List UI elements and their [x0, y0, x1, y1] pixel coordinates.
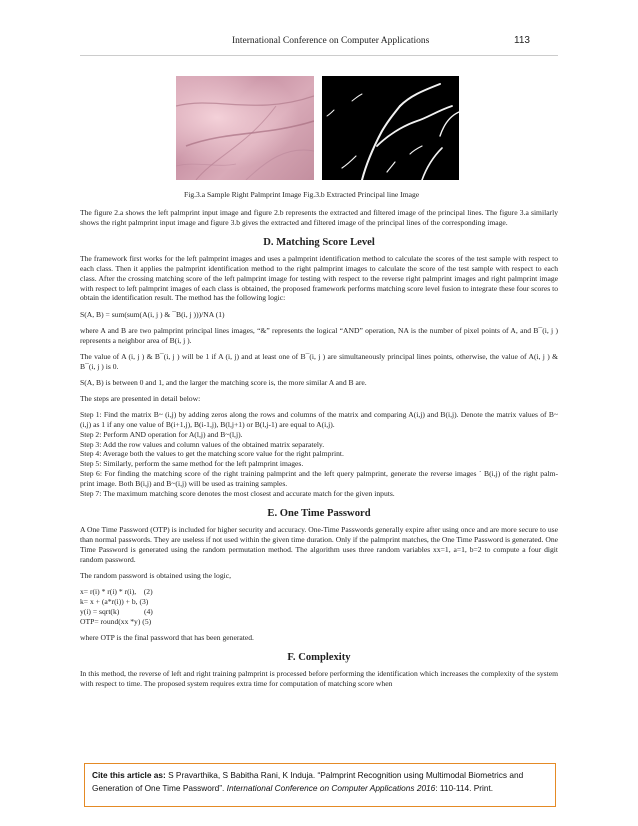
step-2: Step 2: Perform AND operation for A(l,j) and B~(l,j). [80, 429, 243, 439]
page-header [0, 36, 638, 50]
step-7: Step 7: The maximum matching score denotes the most closest and accurate match for the given inputs. [80, 489, 395, 499]
section-d-paragraph-3: The value of A (i, j ) & B¯(i, j ) will be 1 if A (i, j) and at least one of B¯(i, j ) are simultaneously principal lines points, otherwise, the value of A(i, j ) & B¯(i, j ) is 0. [80, 351, 558, 371]
step-3: Step 3: Add the row values and column values of the obtained matrix separately. [80, 439, 325, 449]
section-e-heading: E. One Time Password [267, 507, 371, 519]
section-d-paragraph-4: S(A, B) is between 0 and 1, and the larger the matching score is, the more similar A and B are. [80, 377, 367, 387]
section-f-heading: F. Complexity [287, 651, 351, 663]
section-f-paragraph-1: In this method, the reverse of left and right training palmprint is processed before performing the identification which increases the complexity of the system with respect to time. The proposed system requires extra time for computation of matching score when [80, 668, 558, 688]
equation-5: OTP= round(xx *y) (5) [80, 616, 152, 626]
section-d-paragraph-1: The framework first works for the left palmprint images and uses a palmprint identification method to calculate the scores of the test sample with respect to each class. Then it applies the palmprint identification method to the right palmprint images to calculate the score of the test sample with respect to each class. After the crossing matching score of the left palmprint image for testing with respect to the reverse right palmprint images and right palmprint image with respect to left palmprint images of each class is obtained, the proposed framework performs matching score level fusion to integrate these four scores to obtain the identification result. The method has the following logic: [80, 253, 558, 303]
citation-authors: S Pravarthika, S Babitha Rani, K Induja. “Palmprint Recognition using Multimodal Biometrics and Generation of One Time Password”. [92, 770, 524, 793]
section-d-paragraph-5: The steps are presented in detail below: [80, 393, 201, 403]
citation-label: Cite this article as: [92, 770, 166, 780]
section-e-paragraph-1: A One Time Password (OTP) is included for higher security and accuracy. One-Time Passwords generally expire after using once and are more secure to use than normal passwords. They are useless if not used within the given time duration. Only if the palmprint matches, the One Time Password is generated. One Time Password is generated using the random permutation method. The algorithm uses three random variables xx=1, a=1, b=2 to compute a four digit random password. [80, 524, 558, 564]
step-5: Step 5: Similarly, perform the same method for the left palmprint images. [80, 459, 304, 469]
intro-paragraph: The figure 2.a shows the left palmprint input image and figure 2.b represents the extracted and filtered image of the principal lines. The figure 3.a similarly shows the right palmprint input image and figure 3.b gives the extracted and filtered image of the principal lines of the corresponding image. [80, 208, 558, 227]
palm-creases [176, 76, 314, 180]
page-number: 113 [514, 35, 530, 46]
citation-venue: International Conference on Computer Applications 2016 [226, 783, 436, 793]
equation-2: x= r(i) * r(i) * r(i), (2) [80, 586, 153, 596]
extracted-lines [322, 76, 459, 180]
section-e-paragraph-3: where OTP is the final password that has been generated. [80, 632, 254, 642]
citation-pages: : 110-114. Print. [435, 783, 494, 793]
principal-lines-image [322, 76, 459, 180]
citation-box [84, 763, 556, 807]
formula-1: S(A, B) = sum(sum(A(i, j ) & ¯B(i, j )))/NA (1) [80, 309, 225, 319]
figure-caption: Fig.3.a Sample Right Palmprint Image Fig.3.b Extracted Principal line Image [184, 190, 420, 199]
section-e-paragraph-2: The random password is obtained using the logic, [80, 570, 232, 580]
header-divider [80, 55, 558, 56]
equation-3: k= x + (a*r(i)) + b, (3) [80, 596, 149, 606]
equation-4: y(i) = sqrt(k) (4) [80, 606, 153, 616]
step-6: Step 6: For finding the matching score of the right training palmprint and the left query palmprint, generate the reverse images ` B(i,j) of the right palm- print image. Both B(i,j) and B~(i,j) will be used as training samples. [80, 469, 558, 489]
step-4: Step 4: Average both the values to get the matching score value for the right palmprint. [80, 449, 344, 459]
section-d-paragraph-2: where A and B are two palmprint principal lines images, “&” represents the logical “AND” operation, NA is the number of pixel points of A, and B¯(i, j ) represents a neighbor area of B(i, j ). [80, 325, 558, 345]
article-body [80, 208, 558, 695]
palmprint-image [176, 76, 314, 180]
step-1: Step 1: Find the matrix B~ (i,j) by adding zeros along the rows and columns of the matrix and comparing A(i,j) and B(i,j). Denote the matrix values of B~(i,j) as 1 if any one value of B(i+1,j), B(i-1,j), B(l,j+1) or B(l,j-1) are equal to A(i,j). [80, 409, 558, 429]
section-d-heading: D. Matching Score Level [263, 236, 375, 248]
conference-title: International Conference on Computer Applications [232, 36, 430, 46]
